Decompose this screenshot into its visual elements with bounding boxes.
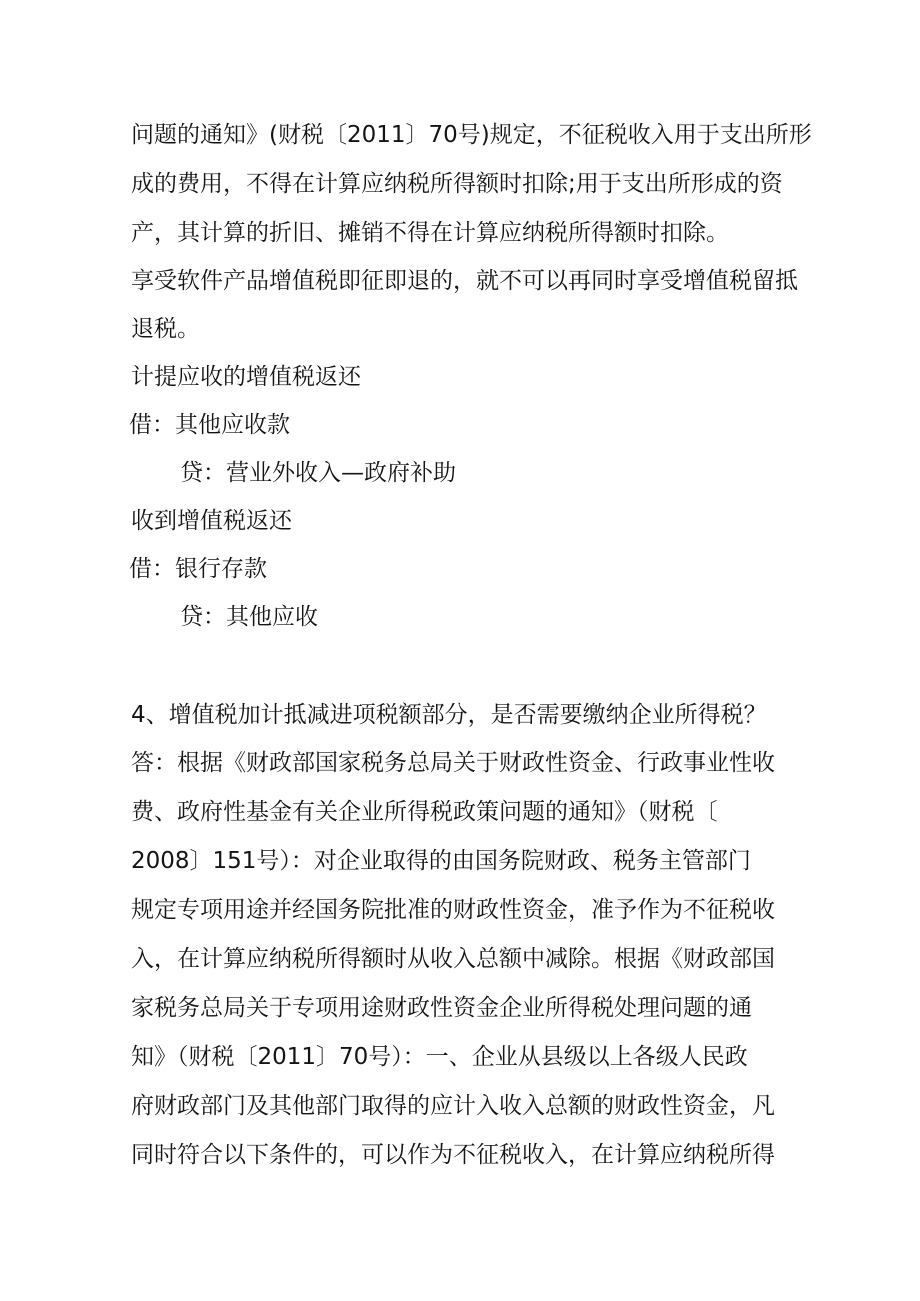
debit-entry: 借：其他应收款 xyxy=(129,412,290,438)
entry-heading: 计提应收的增值税返还 xyxy=(131,364,361,390)
text-line: 规定专项用途并经国务院批准的财政性资金，准予作为不征税收 xyxy=(131,897,775,923)
text-line: 入，在计算应纳税所得额时从收入总额中减除。根据《财政部国 xyxy=(131,946,775,972)
question-heading: 4、增值税加计抵减进项税额部分，是否需要缴纳企业所得税？ xyxy=(131,702,767,728)
text-line: 成的费用，不得在计算应纳税所得额时扣除;用于支出所形成的资 xyxy=(131,171,783,197)
text-line: 知》（财税〔2011〕70号）：一、企业从县级以上各级人民政 xyxy=(131,1044,748,1070)
debit-entry: 借：银行存款 xyxy=(129,556,267,582)
entry-heading: 收到增值税返还 xyxy=(131,508,292,534)
text-line: 家税务总局关于专项用途财政性资金企业所得税处理问题的通 xyxy=(131,995,752,1021)
text-line: 享受软件产品增值税即征即退的，就不可以再同时享受增值税留抵 xyxy=(131,268,798,294)
credit-entry: 贷：营业外收入—政府补助 xyxy=(180,460,456,486)
text-line: 同时符合以下条件的，可以作为不征税收入，在计算应纳税所得 xyxy=(131,1142,775,1168)
text-line: 退税。 xyxy=(131,316,200,342)
text-line: 答：根据《财政部国家税务总局关于财政性资金、行政事业性收 xyxy=(131,750,775,776)
credit-entry: 贷：其他应收 xyxy=(180,604,318,630)
text-line: 府财政部门及其他部门取得的应计入收入总额的财政性资金，凡 xyxy=(131,1093,775,1119)
text-line: 费、政府性基金有关企业所得税政策问题的通知》（财税〔 xyxy=(131,799,718,825)
text-line: 产，其计算的折旧、摊销不得在计算应纳税所得额时扣除。 xyxy=(131,220,729,246)
text-line: 2008〕151号）：对企业取得的由国务院财政、税务主管部门 xyxy=(131,848,751,874)
text-line: 问题的通知》(财税〔2011〕70号)规定，不征税收入用于支出所形 xyxy=(131,122,812,148)
